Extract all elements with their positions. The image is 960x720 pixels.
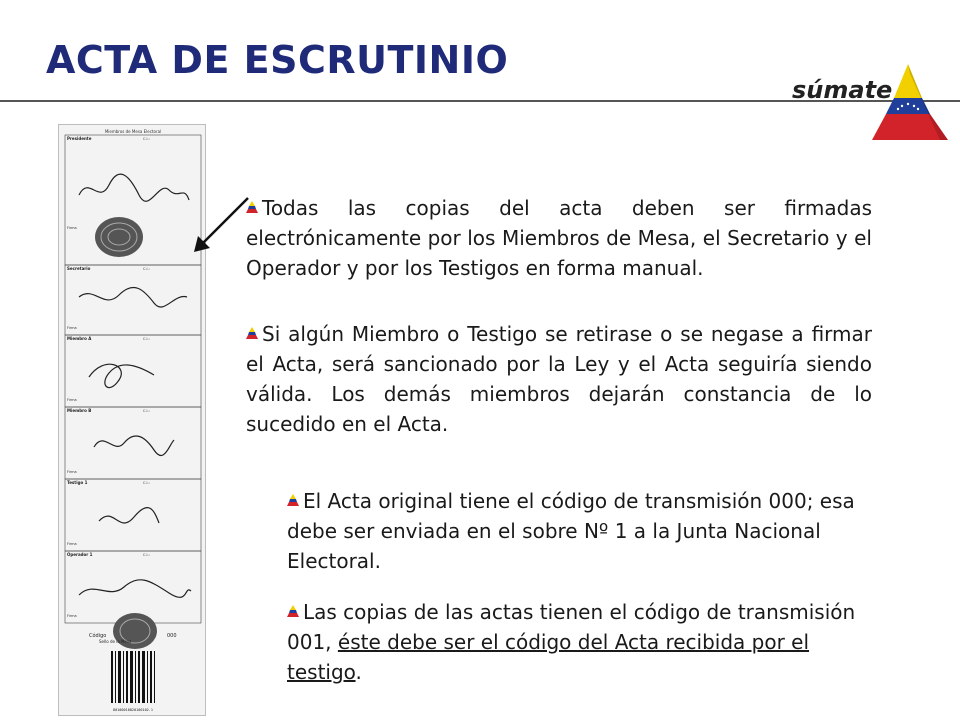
paragraph-text: Si algún Miembro o Testigo se retirase o se negase a firmar el Acta, será sancionado por la Ley y el Acta seguiría siendo válida. Los demás miembros dejarán constancia de lo sucedido en el Acta. [246,322,872,436]
paragraph-signatures [246,193,872,283]
scan-signature-label: Firma [67,226,77,230]
fingerprint-icon [95,217,157,649]
arrow-pointer-icon [190,194,254,254]
page-title: ACTA DE ESCRUTINIO [46,38,509,82]
scanned-acta-image [58,124,206,716]
sumate-pyramid-logo-icon [790,62,950,142]
pyramid-bullet-icon [246,327,258,339]
scan-cedula-label: C.I.: [143,337,150,341]
pyramid-bullet-icon [246,201,258,213]
scan-code-label: Código [89,633,107,639]
paragraph-original-acta [287,486,871,576]
sumate-logo [790,62,950,142]
scan-signature-label: Firma [67,614,77,618]
pyramid-bullet-icon [287,605,299,617]
scan-seal-label: Sello de la Mesa [99,639,132,644]
paragraph-copies [287,597,871,687]
paragraph-underlined-text: éste debe ser el código del Acta recibida por el testigo [287,630,810,684]
scan-cedula-label: C.I.: [143,481,150,485]
pyramid-bullet-icon [287,494,299,506]
scan-row-label: Presidente [67,136,92,141]
logo-text: súmate [792,76,893,104]
scan-barcode-number: 80100010820100102.1 [112,708,154,712]
scan-heading: Miembros de Mesa Electoral [104,129,162,134]
scan-row-label: Secretario [67,266,91,271]
paragraph-text-end: . [355,660,362,684]
paragraph-text: El Acta original tiene el código de transmisión 000; esa debe ser enviada en el sobre Nº 1 a la Junta Nacional Electoral. [287,489,855,573]
scan-row-label: Operador 1 [67,552,93,557]
scan-signature-label: Firma [67,326,77,330]
scan-cedula-label: C.I.: [143,409,150,413]
scan-cedula-label: C.I.: [143,267,150,271]
paragraph-text: Todas las copias del acta deben ser firmadas electrónicamente por los Miembros de Mesa, el Secretario y el Operador y por los Testigos en forma manual. [246,196,872,280]
paragraph-refusal [246,319,872,439]
barcode-icon [111,651,155,703]
scan-row-label: Miembro B [67,408,92,413]
scan-signature-label: Firma [67,398,77,402]
scan-signature-label: Firma [67,542,77,546]
scan-cedula-label: C.I.: [143,553,150,557]
scan-row-label: Testigo 1 [67,480,88,485]
paragraph-text: Las copias de las actas tienen el código de transmisión 001, [287,600,856,654]
scan-code-value: 000 [167,633,177,639]
scan-signature-label: Firma [67,470,77,474]
scan-drawing [59,125,206,716]
scan-row-label: Miembro A [67,336,92,341]
scan-cedula-label: C.I.: [143,137,150,141]
